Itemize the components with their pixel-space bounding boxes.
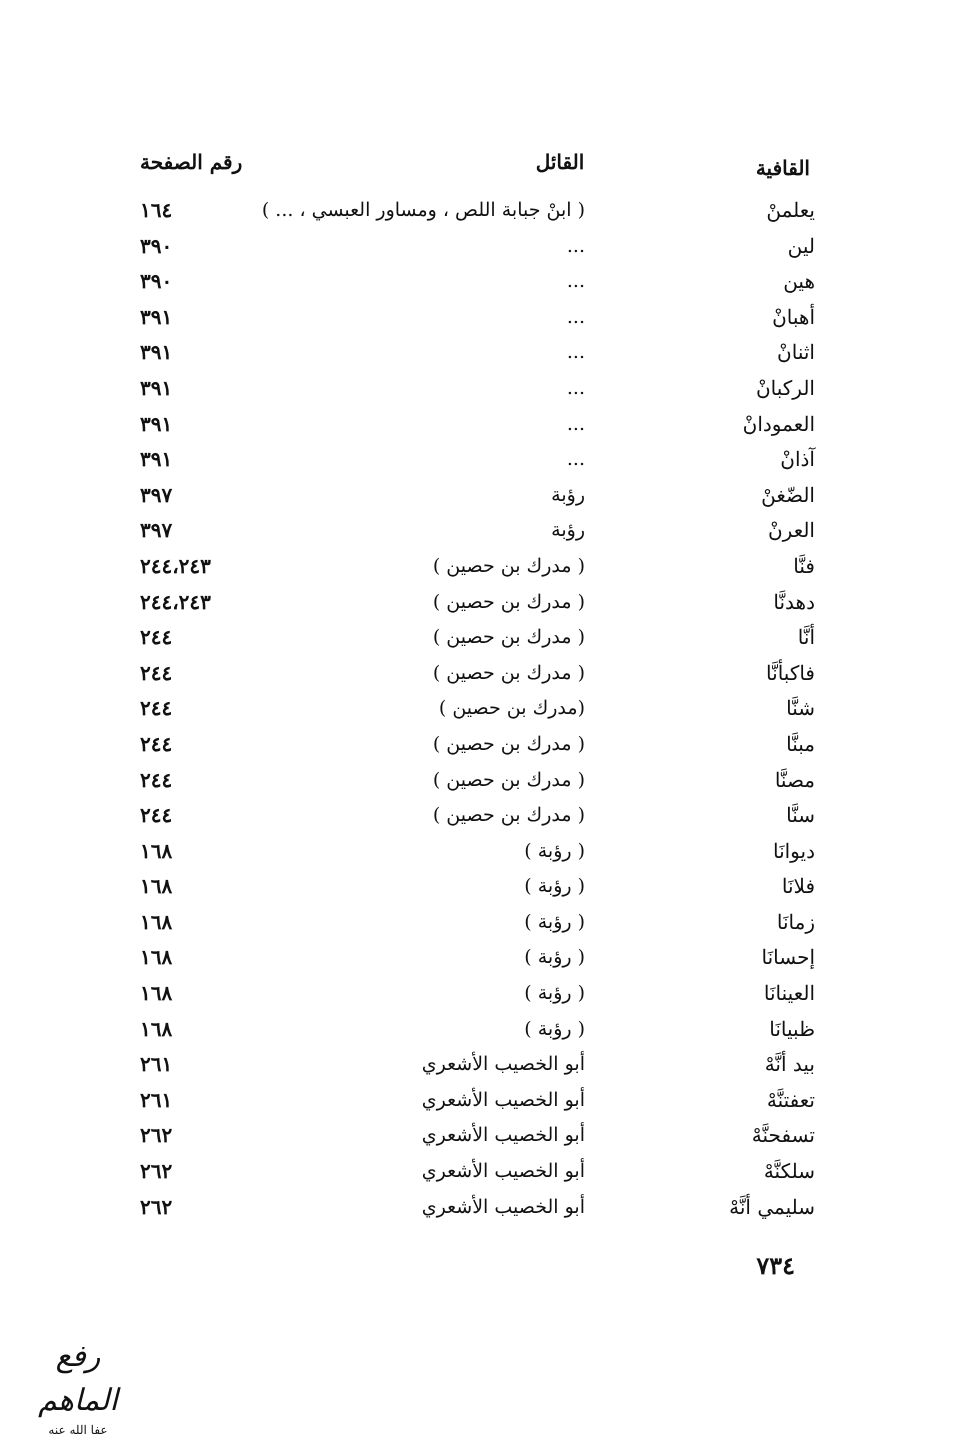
row-page: ٢٤٤ (140, 696, 173, 721)
row-page: ٢٤٤ (140, 660, 173, 685)
folio-number: ٧٣٤ (756, 1251, 795, 1280)
row-page: ٣٩٧ (140, 482, 173, 507)
row-speaker: ... (566, 270, 585, 293)
table-row (0, 408, 975, 444)
row-rhyme: العمودانْ (742, 411, 815, 436)
row-speaker: رؤبة (551, 519, 585, 542)
table-row (0, 728, 975, 764)
row-speaker: ( مدرك بن حصين ) (432, 768, 585, 791)
row-rhyme: اثنانْ (777, 340, 815, 365)
row-speaker: أبو الخصيب الأشعري (421, 1088, 585, 1111)
row-speaker: ( رؤبة ) (524, 910, 585, 933)
index-table (0, 194, 975, 1226)
table-row (0, 692, 975, 728)
row-speaker: أبو الخصيب الأشعري (421, 1124, 585, 1147)
row-page: ١٦٨ (140, 874, 173, 899)
row-page: ١٦٨ (140, 945, 173, 970)
row-speaker: ( رؤبة ) (524, 839, 585, 862)
row-rhyme: تعفتنَّهْ (766, 1087, 815, 1112)
table-row (0, 301, 975, 337)
row-speaker: ( ابنْ جبابة اللص ، ومساور العبسي ، ... ) (261, 199, 585, 221)
table-row (0, 835, 975, 871)
row-speaker: (مدرك بن حصين ) (438, 697, 585, 720)
table-row (0, 657, 975, 693)
row-page: ٢٦٢ (140, 1194, 173, 1219)
table-row (0, 586, 975, 622)
row-rhyme: الضّغنْ (761, 482, 815, 507)
row-page: ١٦٤ (140, 198, 173, 222)
header-qail: القائل (535, 150, 585, 174)
table-row (0, 479, 975, 515)
row-page: ٢٤٤،٢٤٣ (140, 553, 211, 578)
row-rhyme: بيد أنَّهْ (764, 1052, 815, 1077)
row-page: ٣٩١ (140, 411, 173, 436)
row-rhyme: فاكبأنَّا (766, 660, 815, 685)
row-page: ٣٩١ (140, 304, 173, 329)
table-row (0, 265, 975, 301)
row-speaker: أبو الخصيب الأشعري (421, 1160, 585, 1183)
row-rhyme: لين (787, 233, 815, 258)
table-row (0, 1155, 975, 1191)
row-rhyme: ظبيانَا (769, 1016, 815, 1041)
stamp-sub: عفا الله عنه (48, 1423, 108, 1437)
row-rhyme: أهبانْ (772, 304, 815, 329)
row-rhyme: تسفحنَّهْ (751, 1123, 815, 1148)
row-rhyme: مبنَّا (786, 731, 815, 756)
row-rhyme: مصنَّا (774, 767, 815, 792)
row-page: ١٦٨ (140, 838, 173, 863)
row-page: ٢٦١ (140, 1087, 173, 1112)
row-speaker: ( مدرك بن حصين ) (432, 804, 585, 827)
row-speaker: ... (566, 234, 585, 257)
row-page: ٣٩٠ (140, 269, 173, 294)
row-page: ٢٦٢ (140, 1123, 173, 1148)
row-speaker: ... (566, 376, 585, 399)
row-page: ٢٦٢ (140, 1159, 173, 1184)
row-page: ٣٩٠ (140, 233, 173, 258)
row-speaker: ( مدرك بن حصين ) (432, 732, 585, 755)
row-page: ٣٩١ (140, 447, 173, 472)
row-rhyme: دهدنَّا (773, 589, 815, 614)
table-row (0, 1191, 975, 1227)
table-row (0, 799, 975, 835)
row-speaker: ... (566, 305, 585, 328)
table-row (0, 550, 975, 586)
row-rhyme: زمانَا (776, 909, 815, 934)
row-speaker: ( مدرك بن حصين ) (432, 554, 585, 577)
row-speaker: أبو الخصيب الأشعري (421, 1195, 585, 1218)
row-rhyme: ديوانَا (772, 838, 815, 863)
row-page: ٢٤٤ (140, 625, 173, 650)
table-row (0, 906, 975, 942)
row-rhyme: العرنْ (767, 518, 815, 543)
table-row (0, 870, 975, 906)
table-row (0, 514, 975, 550)
row-rhyme: آذانْ (780, 447, 815, 472)
row-speaker: ( مدرك بن حصين ) (432, 626, 585, 649)
table-row (0, 443, 975, 479)
row-speaker: أبو الخصيب الأشعري (421, 1053, 585, 1076)
table-row (0, 336, 975, 372)
row-rhyme: فنَّا (793, 553, 815, 578)
table-row (0, 621, 975, 657)
table-row (0, 194, 975, 230)
row-speaker: ... (566, 448, 585, 471)
row-rhyme: هين (783, 269, 815, 294)
row-page: ٣٩١ (140, 340, 173, 365)
row-speaker: ( مدرك بن حصين ) (432, 590, 585, 613)
table-row (0, 372, 975, 408)
row-rhyme: فلانَا (781, 874, 815, 899)
row-page: ٣٩١ (140, 375, 173, 400)
row-rhyme: شنَّا (786, 696, 815, 721)
row-page: ٢٤٤ (140, 767, 173, 792)
row-page: ٣٩٧ (140, 518, 173, 543)
table-row (0, 230, 975, 266)
header-page-number: رقم الصفحة (140, 150, 243, 174)
row-page: ٢٦١ (140, 1052, 173, 1077)
row-speaker: ( رؤبة ) (524, 946, 585, 969)
row-rhyme: أنَّا (797, 625, 815, 650)
row-speaker: ( رؤبة ) (524, 982, 585, 1005)
row-speaker: ( رؤبة ) (524, 875, 585, 898)
table-row (0, 1048, 975, 1084)
table-row (0, 764, 975, 800)
row-rhyme: سليمي أنَّهْ (729, 1194, 815, 1219)
table-row (0, 1119, 975, 1155)
row-rhyme: يعلمنْ (766, 198, 815, 222)
row-rhyme: الركبانْ (755, 375, 815, 400)
table-row (0, 1013, 975, 1049)
row-speaker: ( رؤبة ) (524, 1017, 585, 1040)
row-page: ١٦٨ (140, 1016, 173, 1041)
stamp-main: رفع الماهم (38, 1339, 118, 1418)
row-page: ٢٤٤ (140, 803, 173, 828)
table-row (0, 977, 975, 1013)
row-page: ٢٤٤،٢٤٣ (140, 589, 211, 614)
stamp (18, 1335, 138, 1437)
row-speaker: ( مدرك بن حصين ) (432, 661, 585, 684)
row-rhyme: سنَّا (786, 803, 815, 828)
row-rhyme: سلكنَّهْ (763, 1159, 815, 1184)
row-speaker: ... (566, 341, 585, 364)
row-page: ٢٤٤ (140, 731, 173, 756)
row-rhyme: إحسانَا (761, 945, 815, 970)
row-page: ١٦٨ (140, 909, 173, 934)
header-qafiya: القافية (755, 156, 810, 180)
row-page: ١٦٨ (140, 981, 173, 1006)
table-row (0, 1084, 975, 1120)
row-speaker: رؤبة (551, 483, 585, 506)
row-speaker: ... (566, 412, 585, 435)
table-row (0, 941, 975, 977)
row-rhyme: العينانَا (763, 981, 815, 1006)
